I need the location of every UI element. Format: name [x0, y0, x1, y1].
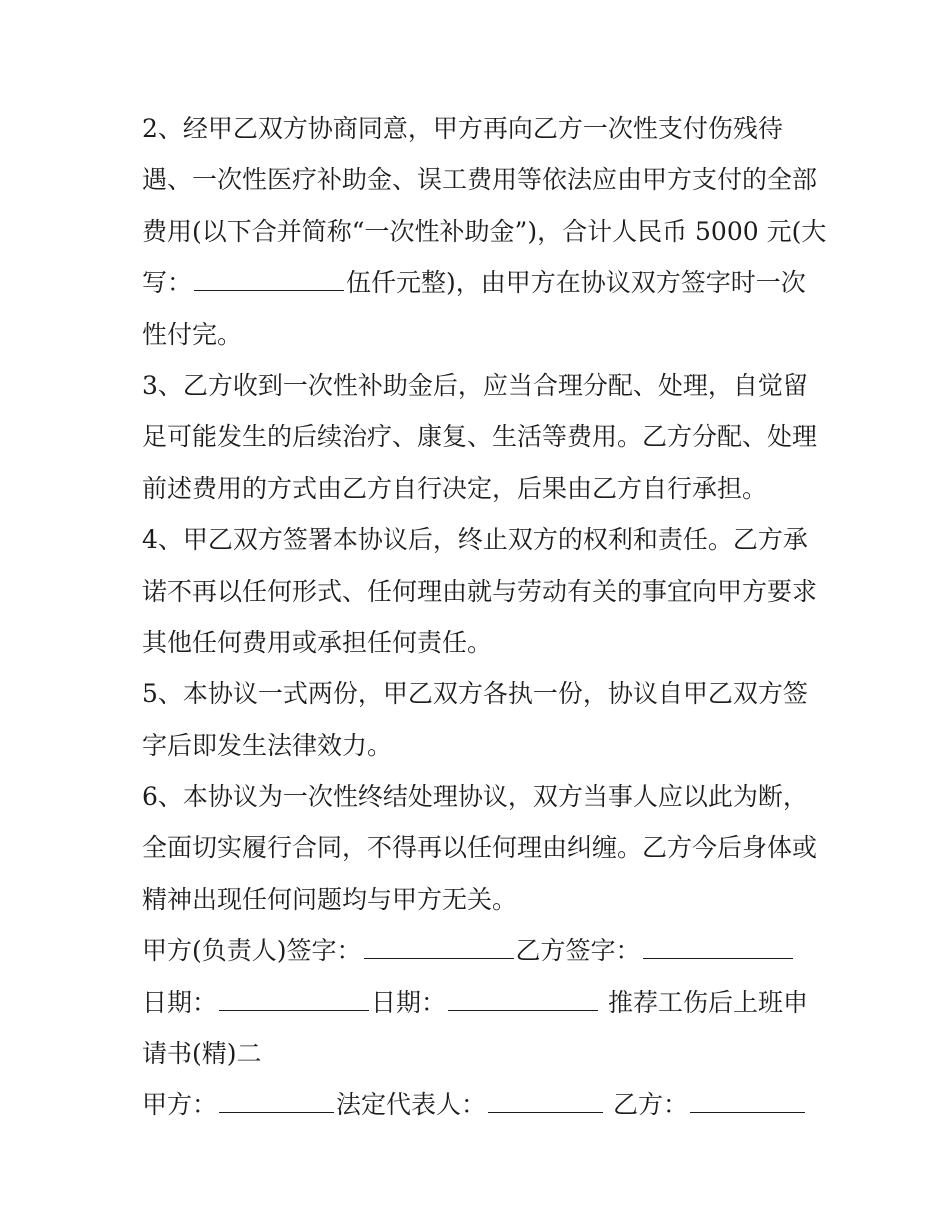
clause-2-line-1: 2、经甲乙双方协商同意，甲方再向乙方一次性支付伤残待 — [142, 114, 783, 143]
party-a-sign-label: 甲方(负责人)签字： — [142, 936, 362, 966]
clause-3-line-1: 3、乙方收到一次性补助金后，应当合理分配、处理，自觉留 — [142, 370, 808, 400]
clause-5-line-2: 字后即发生法律效力。 — [142, 730, 393, 760]
clause-3-line-3: 前述费用的方式由乙方自行决定，后果由乙方自行承担。 — [142, 473, 768, 503]
party-a-blank — [219, 1082, 334, 1113]
party-a-label: 甲方： — [142, 1090, 218, 1120]
document-page — [142, 103, 827, 1131]
date-a-blank — [219, 980, 369, 1011]
clause-2-line-3: 费用(以下合并简称“一次性补助金”)，合计人民币 5000 元(大 — [142, 216, 827, 246]
party-b-blank — [690, 1082, 805, 1113]
legal-rep-label: 法定代表人： — [336, 1090, 487, 1120]
clause-2-line-2: 遇、一次性医疗补助金、误工费用等依法应由甲方支付的全部 — [142, 165, 818, 195]
clause-6-line-2: 全面切实履行合同，不得再以任何理由纠缠。乙方今后身体或 — [142, 833, 818, 863]
signature-line — [142, 925, 822, 976]
clause-2-line-4 — [142, 257, 822, 308]
party-b-sign-blank — [643, 928, 793, 959]
party-a-sign-blank — [364, 928, 514, 959]
party-b-sign-label: 乙方签字： — [515, 936, 641, 966]
date-b-label: 日期： — [371, 987, 447, 1017]
clause-4-line-2: 诺不再以任何形式、任何理由就与劳动有关的事宜向甲方要求 — [142, 576, 818, 606]
clause-2-line-5: 性付完。 — [142, 319, 243, 349]
clause-6-line-3: 精神出现任何问题均与甲方无关。 — [142, 884, 518, 914]
clause-4-line-1: 4、甲乙双方签署本协议后，终止双方的权利和责任。乙方承 — [142, 525, 808, 555]
next-document-title-part2: 请书(精)二 — [142, 1039, 262, 1069]
amount-uppercase-blank — [194, 260, 344, 291]
clause-4-line-3: 其他任何费用或承担任何责任。 — [142, 627, 493, 657]
amount-uppercase-label: 写： — [142, 268, 193, 298]
legal-rep-blank — [488, 1082, 603, 1113]
amount-uppercase-text: 伍仟元整)，由甲方在协议双方签字时一次 — [346, 268, 806, 298]
next-document-title-part1: 推荐工伤后上班申 — [607, 987, 808, 1017]
date-line — [142, 977, 822, 1028]
clause-6-line-1: 6、本协议为一次性终结处理协议，双方当事人应以此为断， — [142, 782, 808, 812]
clause-5-line-1: 5、本协议一式两份，甲乙双方各执一份，协议自甲乙双方签 — [142, 679, 808, 709]
date-b-blank — [448, 980, 598, 1011]
parties-line — [142, 1079, 822, 1130]
date-a-label: 日期： — [142, 987, 218, 1017]
party-b-label: 乙方： — [612, 1090, 688, 1120]
clause-3-line-2: 足可能发生的后续治疗、康复、生活等费用。乙方分配、处理 — [142, 422, 818, 452]
